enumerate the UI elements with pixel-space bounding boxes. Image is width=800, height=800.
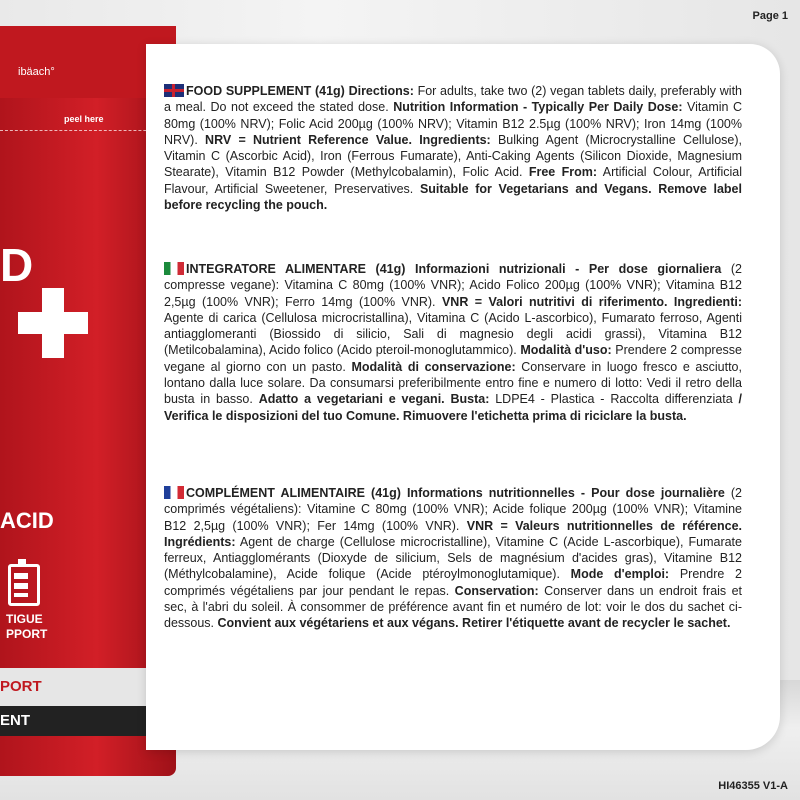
french-section: COMPLÉMENT ALIMENTAIRE (41g) Informations nutritionnelles - Pour dose journalière (2 comprimés végétaliens): Vitamine C 80mg (100% VNR); Acide folique 200µg (100% VNR); Vitamine B12 2,5µg (100% VNR); Fer 14mg (100% VNR). VNR = Valeurs nutritionnelles de référence. Ingrédients: Agent de charge (Cellulose microcristalline), Vitamine C (Acide L-ascorbique), Fumarate ferreux, Antiagglomérants (Dioxyde de silicium, Sels de magnésium d'acides gras), Vitamine B12 (Méthylcobalamine), Acide folique (Acide ptéroylmonoglutamique). Mode d'emploi: Prendre 2 comprimés végétaliens par jour pendant le repas. Conservation: Conserver dans un endroit frais et sec, à l'abri du soleil. À consommer de préférence avant fin et numéro de lot: voir le dos du sachet ci-dessous. Convient aux végétariens et aux végans. Retirer l'étiquette avant de recycler le sachet. [164, 486, 742, 631]
italian-section: INTEGRATORE ALIMENTARE (41g) Informazioni nutrizionali - Per dose giornaliera (2 compresse vegane): Vitamina C 80mg (100% VNR); Acido Folico 200µg (100% VNR); Vitamina B12 2,5µg (100% VNR); Ferro 14mg (100% VNR). VNR = Valori nutritivi di riferimento. Ingredienti: Agente di carica (Cellulosa microcristallina), Vitamina C (Acido L-ascorbico), Fumarato ferroso, Agenti antiagglomeranti (Biossido di silicio, Sali di magnesio degli acidi grassi), Vitamina B12 (Metilcobalamina), Acido folico (Acido pteroil-monoglutammico). Modalità d'uso: Prendere 2 compresse vegane al giorno con un pasto. Modalità di conservazione: Conservare in luogo fresco e asciutto, lontano dalla luce solare. Da consumarsi preferibilmente entro fine e numero di lotto: Vedi il retro della busta in basso. Adatto a vegetariani e vegani. Busta: LDPE4 - Plastica - Raccolta differenziata / Verifica le disposizioni del tuo Comune. Rimuovere l'etichetta prima di riciclare la busta. [164, 262, 742, 423]
pouch-letter: D [0, 239, 34, 291]
fatigue-support-text: TIGUE PPORT [6, 612, 48, 641]
document-code: HI46355 V1-A [718, 780, 788, 792]
italy-flag-icon [164, 262, 184, 275]
uk-flag-icon [164, 84, 184, 97]
peel-here-label: peel here [64, 114, 104, 124]
page-number: Page 1 [752, 10, 788, 22]
pouch-band-light: PORT [0, 668, 176, 706]
plus-icon [18, 288, 88, 358]
pouch-band-dark: ENT [0, 706, 176, 736]
battery-icon [8, 564, 40, 606]
pouch-brand: ibäach° [18, 66, 55, 78]
france-flag-icon [164, 486, 184, 499]
pouch-acid-text: ACID [0, 508, 54, 533]
english-section: FOOD SUPPLEMENT (41g) Directions: For adults, take two (2) vegan tablets daily, preferably with a meal. Do not exceed the stated dose. Nutrition Information - Typically Per Daily Dose: Vitamin C 80mg (100% NRV); Folic Acid 200µg (100% NRV); Vitamin B12 2.5µg (100% NRV); Iron 14mg (100% NRV). NRV = Nutrient Reference Value. Ingredients: Bulking Agent (Microcrystalline Cellulose), Vitamin C (Ascorbic Acid), Iron (Ferrous Fumarate), Anti-Caking Agents (Silicon Dioxide, Magnesium Stearate), Vitamin B12 Powder (Methylcobalamin), Folic Acid. Free From: Artificial Colour, Artificial Flavour, Artificial Sweetener, Preservatives. Suitable for Vegetarians and Vegans. Remove label before recycling the pouch. [164, 84, 742, 213]
